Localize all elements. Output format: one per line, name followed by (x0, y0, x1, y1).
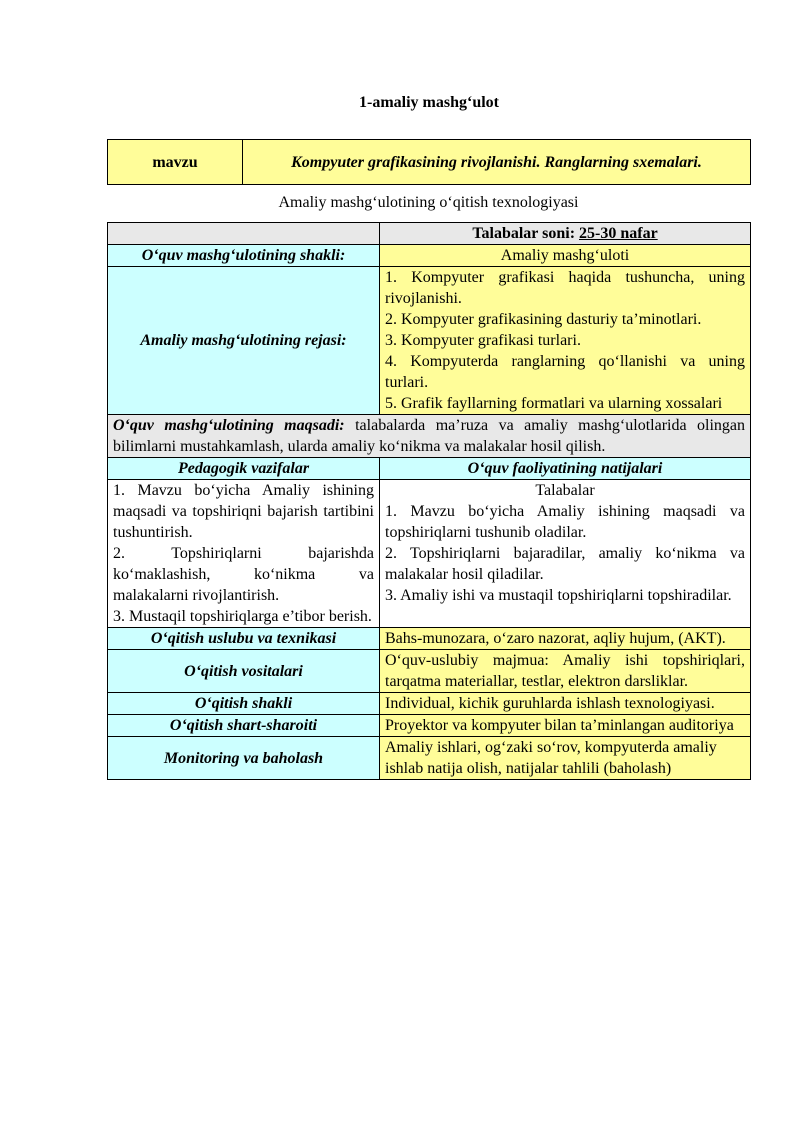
tools-row (108, 650, 751, 693)
goal-text: talabalarda ma’ruza va amaliy mashg‘ulotlarida olingan bilimlarni mustahkamlash, ularda amaliy ko‘nikma va malakalar hosil qilish. (113, 417, 746, 455)
row-value: O‘quv-uslubiy majmua: Amaliy ishi topshiriqlari, tarqatma materiallar, testlar, elektron darsliklar. (380, 650, 751, 693)
row-value: Proyektor va kompyuter bilan ta’minlangan auditoriya (380, 715, 751, 737)
row-label: O‘qitish vositalari (108, 650, 380, 693)
topic-value: Kompyuter grafikasining rivojlanishi. Ranglarning sxemalari. (243, 140, 751, 185)
plan-item: 1. Kompyuter grafikasi haqida tushuncha, uning rivojlanishi. (385, 269, 745, 307)
goal-cell (108, 415, 751, 458)
row-label: O‘qitish shakli (108, 693, 380, 715)
results-title: Talabalar (535, 482, 595, 499)
monitoring-row (108, 737, 751, 780)
plan-item: 5. Grafik fayllarning formatlari va ularning xossalari (385, 395, 723, 412)
goal-row (108, 415, 751, 458)
form-row (108, 245, 751, 267)
tasks-header-left: Pedagogik vazifalar (108, 458, 380, 480)
form-of-teaching-row (108, 693, 751, 715)
conditions-row (108, 715, 751, 737)
plan-item: 3. Kompyuter grafikasi turlari. (385, 332, 581, 349)
tasks-header-row (108, 458, 751, 480)
students-cell (380, 223, 751, 245)
row-value: Bahs-munozara, o‘zaro nazorat, aqliy hujum, (AKT). (380, 628, 751, 650)
empty-cell (108, 223, 380, 245)
learning-results (380, 480, 751, 628)
result-item: 1. Mavzu bo‘yicha Amaliy ishining maqsadi va topshiriqlarni tushunib oladilar. (385, 503, 745, 541)
page-title: 1-amaliy mashg‘ulot (359, 94, 499, 111)
task-item: 2. Topshiriqlarni bajarishda ko‘maklashish, ko‘nikma va malakalarni rivojlantirish. (113, 545, 374, 604)
plan-label: Amaliy mashg‘ulotining rejasi: (108, 267, 380, 415)
row-value: Individual, kichik guruhlarda ishlash texnologiyasi. (380, 693, 751, 715)
topic-label: mavzu (108, 140, 243, 185)
form-value: Amaliy mashg‘uloti (380, 245, 751, 267)
task-item: 1. Mavzu bo‘yicha Amaliy ishining maqsadi va topshiriqni bajarish tartibini tushuntirish. (113, 482, 374, 541)
form-label: O‘quv mashg‘ulotining shakli: (108, 245, 380, 267)
students-row (108, 223, 751, 245)
plan-item: 4. Kompyuterda ranglarning qo‘llanishi va uning turlari. (385, 353, 745, 391)
tasks-row (108, 480, 751, 628)
task-item: 3. Mustaqil topshiriqlarga e’tibor berish. (113, 608, 372, 625)
pedagogical-tasks (108, 480, 380, 628)
row-value: Amaliy ishlari, og‘zaki so‘rov, kompyuterda amaliy ishlab natija olish, natijalar tahlili (baholash) (380, 737, 751, 780)
result-item: 3. Amaliy ishi va mustaqil topshiriqlarni topshiradilar. (385, 587, 732, 604)
topic-table (107, 139, 751, 185)
row-label: O‘qitish shart-sharoiti (108, 715, 380, 737)
plan-item: 2. Kompyuter grafikasining dasturiy ta’minotlari. (385, 311, 702, 328)
tasks-header-right: O‘quv faoliyatining natijalari (380, 458, 751, 480)
goal-label: O‘quv mashg‘ulotining maqsadi: (113, 417, 345, 434)
plan-list (380, 267, 751, 415)
plan-row (108, 267, 751, 415)
subtitle: Amaliy mashg‘ulotining o‘qitish texnologiyasi (278, 194, 579, 211)
row-label: Monitoring va baholash (108, 737, 380, 780)
result-item: 2. Topshiriqlarni bajaradilar, amaliy ko‘nikma va malakalar hosil qiladilar. (385, 545, 745, 583)
students-label: Talabalar soni: (472, 225, 576, 242)
students-value: 25-30 nafar (579, 225, 658, 242)
method-row (108, 628, 751, 650)
technology-table (107, 222, 751, 780)
row-label: O‘qitish uslubu va texnikasi (108, 628, 380, 650)
